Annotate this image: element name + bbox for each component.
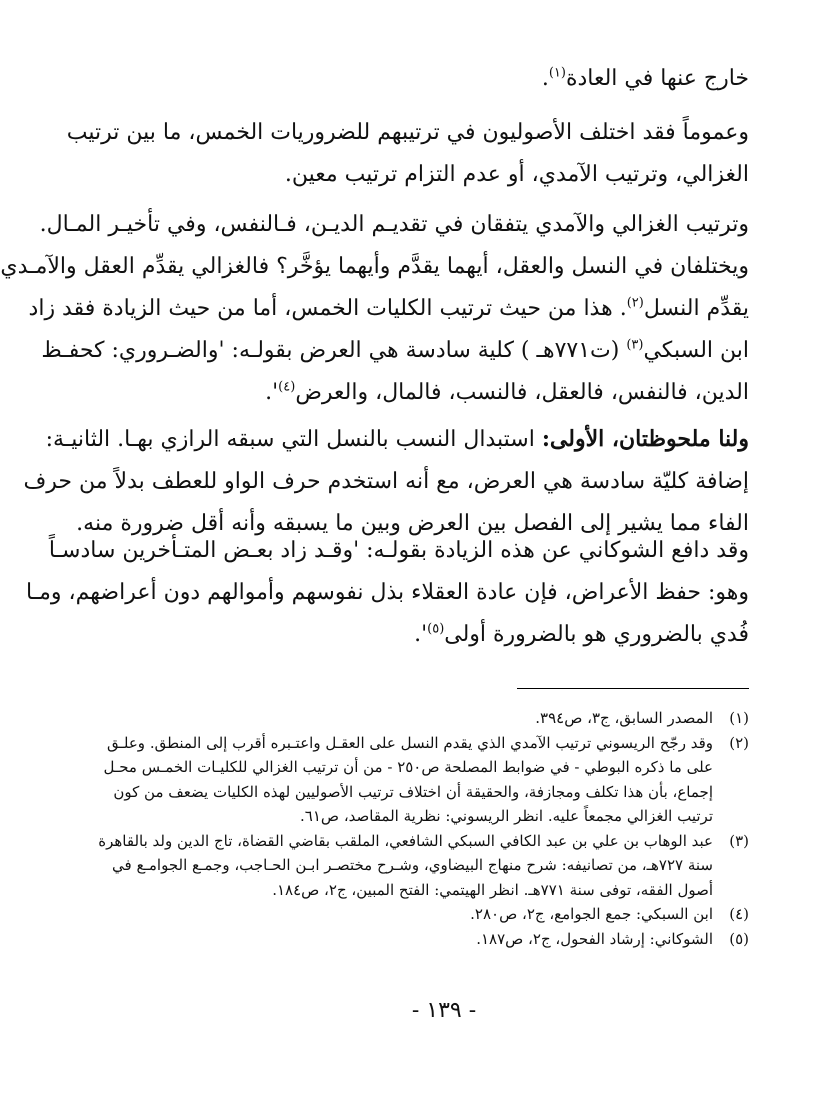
footnote-line: أصول الفقه، توفى سنة ٧٧١هـ. انظر الهيتمي: الفتح المبين، ج٢، ص١٨٤.	[272, 880, 713, 899]
footnote	[103, 731, 749, 829]
footnote-ref: (٤)	[278, 379, 296, 395]
text-line: الغزالي، وترتيب الآمدي، أو عدم التزام ترتيب معين.	[284, 162, 749, 187]
footnote-ref: (٣)	[626, 337, 644, 353]
footnote-line: الشوكاني: إرشاد الفحول، ج٢، ص١٨٧.	[476, 929, 713, 948]
text-line: ابن السبكي	[643, 338, 749, 363]
paragraph-orderings	[66, 112, 749, 196]
text-line: وقد دافع الشوكاني عن هذه الزيادة بقولـه: 'وقـد زاد بعـض المتـأخرين سادسـاً	[48, 538, 749, 563]
text-line: خارج عنها في العادة	[565, 66, 749, 91]
footnote	[139, 706, 749, 731]
text-line: وهو: حفظ الأعراض، فإن عادة العقلاء بذل نفوسهم وأموالهم دون أعراضهم، ومـا	[26, 580, 749, 605]
page-number: - ١٣٩ -	[411, 998, 477, 1023]
text-line: الفاء مما يشير إلى الفصل بين العرض وبين ما يسبقه وأنه أقل ضرورة منه.	[76, 511, 749, 536]
footnote-line: إجماع، بأن هذا تكلف ومجازفة، والحقيقة أن اختلاف ترتيب الأصوليين لهذه الكليات يضعف من كون	[113, 782, 713, 801]
footnote-line: ترتيب الغزالي مجمعاً عليه. انظر الريسوني: نظرية المقاصد، ص٦١.	[300, 807, 713, 825]
text-line: استبدال النسب بالنسل التي سبقه الرازي بهـا. الثانيـة:	[45, 427, 535, 452]
footnote-ref: (٥)	[427, 621, 445, 637]
footnote-divider	[517, 688, 749, 689]
footnote-number: (٢)	[729, 733, 749, 752]
footnote-ref: (١)	[548, 65, 566, 81]
footnote-number: (٥)	[729, 929, 749, 948]
footnote-number: (٣)	[729, 831, 749, 850]
bold-lead: ولنا ملحوظتان، الأولى:	[541, 426, 749, 452]
footnote	[139, 902, 749, 927]
text-line: فُدي بالضروري هو بالضرورة أولى	[444, 622, 749, 647]
text-line: إضافة كليّة سادسة هي العرض، مع أنه استخدم حرف الواو للعطف بدلاً من حرف	[23, 469, 749, 494]
text-line: وعموماً فقد اختلف الأصوليون في ترتيبهم للضروريات الخمس، ما بين ترتيب	[66, 120, 749, 145]
text-line: الدين، فالنفس، فالعقل، فالنسب، فالمال، والعرض	[295, 380, 749, 405]
footnote-line: وقد رجّح الريسوني ترتيب الآمدي الذي يقدم النسل على العقـل واعتـبره أقرب إلى المنطق. وعلـق	[106, 733, 713, 752]
footnote	[98, 829, 749, 903]
footnote-ref: (٢)	[626, 295, 644, 311]
footnote-line: ابن السبكي: جمع الجوامع، ج٢، ص٢٨٠.	[470, 905, 713, 923]
footnotes	[98, 706, 749, 951]
text-line: وترتيب الغزالي والآمدي يتفقان في تقديـم الديـن، فـالنفس، وفي تأخيـر المـال.	[39, 212, 749, 237]
paragraph-comparison: وترتيب الغزالي والآمدي يتفقان في تقديـم الديـن، فـالنفس، وفي تأخيـر المـال. ويختلفان في النسل والعقل، أيهما يقدَّم وأيهما يؤخَّر؟ فالغزالي يقدِّم العقل والآمـدي يقدِّم النسل$^{(٢)}$. هذا من حيث ترتيب الكليات الخمس، أما من حيث الزيادة فقد زاد ابن السبكي$^{(٣)}$ (ت٧٧١هـ ) كلية سادسة هي العرض بقولـه: 'والضـروري: كحفـظ الدين، فالنفس، فالعقل، فالنسب، فالمال، والعرض$^{(٤)}$'.	[139, 204, 749, 414]
footnote-number: (١)	[729, 709, 749, 727]
text-line: ويختلفان في النسل والعقل، أيهما يقدَّم وأيهما يؤخَّر؟ فالغزالي يقدِّم العقل والآمـدي	[0, 254, 749, 279]
footnote-line: سنة ٧٢٧هـ، من تصانيفه: شرح منهاج البيضاوي، وشـرح مختصـر ابـن الحـاجب، وجمـع الجوامـع في	[112, 856, 713, 874]
footnote-line: على ما ذكره البوطي - في ضوابط المصلحة ص٢٥٠ - من أن ترتيب الغزالي للكليـات الخمـس محـل	[103, 758, 713, 776]
footnote-number: (٤)	[729, 905, 749, 923]
footnote-line: عبد الوهاب بن علي بن عبد الكافي السبكي الشافعي، الملقب بقاضي القضاة، تاج الدين ولد بالقاهرة	[98, 831, 713, 850]
paragraph-shawkani: وقد دافع الشوكاني عن هذه الزيادة بقولـه: 'وقـد زاد بعـض المتـأخرين سادسـاً وهو: حفظ الأعراض، فإن عادة العقلاء بذل نفوسهم وأموالهم دون أعراضهم، ومـا فُدي بالضروري هو بالضرورة أولى$^{(٥)}$'.	[139, 530, 749, 656]
paragraph-continuation: خارج عنها في العادة$^{(١)}$.	[541, 65, 749, 91]
paragraph-observations	[23, 418, 749, 545]
footnote	[139, 927, 749, 952]
text-line: يقدِّم النسل	[643, 296, 749, 321]
footnote-line: المصدر السابق، ج٣، ص٣٩٤.	[535, 709, 713, 727]
